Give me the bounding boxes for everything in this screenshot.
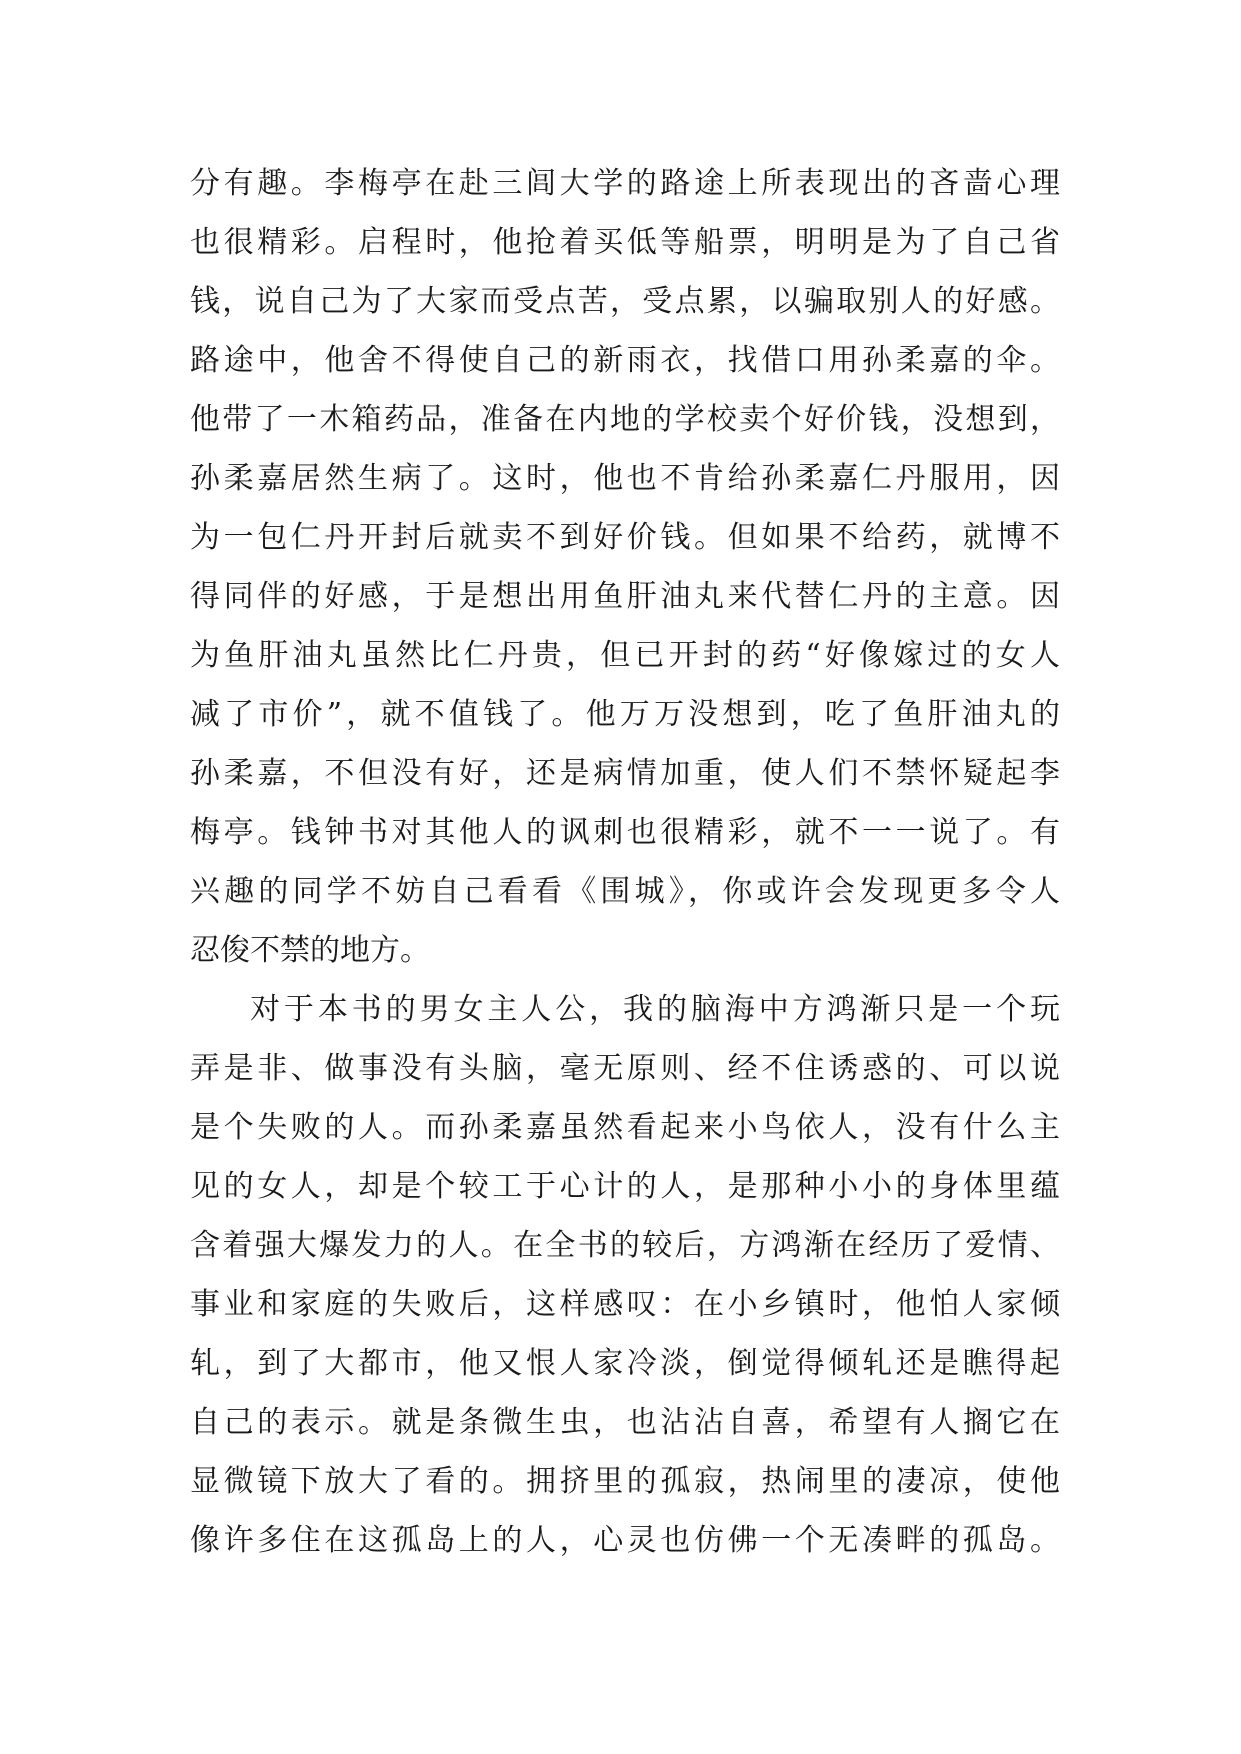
text-line: 孙柔嘉，不但没有好，还是病情加重，使人们不禁怀疑起李 (190, 756, 1060, 791)
text-line: 减了市价”，就不值钱了。他万万没想到，吃了鱼肝油丸的 (190, 697, 1060, 732)
text-line: 钱，说自己为了大家而受点苦，受点累，以骗取别人的好感。 (190, 284, 1060, 319)
text-line: 梅亭。钱钟书对其他人的讽刺也很精彩，就不一一说了。有 (190, 815, 1060, 850)
text-line: 自己的表示。就是条微生虫，也沾沾自喜，希望有人搁它在 (190, 1405, 1060, 1440)
text-line: 是个失败的人。而孙柔嘉虽然看起来小鸟依人，没有什么主 (190, 1110, 1060, 1145)
text-line: 也很精彩。启程时，他抢着买低等船票，明明是为了自己省 (190, 225, 1060, 260)
text-line: 忍俊不禁的地方。 (190, 933, 430, 968)
text-line: 路途中，他舍不得使自己的新雨衣，找借口用孙柔嘉的伞。 (190, 343, 1060, 378)
text-line: 事业和家庭的失败后，这样感叹：在小乡镇时，他怕人家倾 (190, 1287, 1060, 1322)
text-line: 得同伴的好感，于是想出用鱼肝油丸来代替仁丹的主意。因 (190, 579, 1060, 614)
text-line: 孙柔嘉居然生病了。这时，他也不肯给孙柔嘉仁丹服用，因 (190, 461, 1060, 496)
text-line: 为一包仁丹开封后就卖不到好价钱。但如果不给药，就博不 (190, 520, 1060, 555)
text-line: 分有趣。李梅亭在赴三闾大学的路途上所表现出的吝啬心理 (190, 166, 1060, 201)
paragraph-first-line: 对于本书的男女主人公，我的脑海中方鸿渐只是一个玩 (250, 992, 1060, 1027)
text-line: 像许多住在这孤岛上的人，心灵也仿佛一个无凑畔的孤岛。 (190, 1523, 1060, 1558)
text-line: 含着强大爆发力的人。在全书的较后，方鸿渐在经历了爱情、 (190, 1228, 1060, 1263)
text-line: 兴趣的同学不妨自己看看《围城》，你或许会发现更多令人 (190, 874, 1060, 909)
text-line: 见的女人，却是个较工于心计的人，是那种小小的身体里蕴 (190, 1169, 1060, 1204)
text-line: 显微镜下放大了看的。拥挤里的孤寂，热闹里的凄凉，使他 (190, 1464, 1060, 1499)
text-line: 弄是非、做事没有头脑，毫无原则、经不住诱惑的、可以说 (190, 1051, 1060, 1086)
body-text (190, 154, 1070, 1570)
text-line: 轧，到了大都市，他又恨人家冷淡，倒觉得倾轧还是瞧得起 (190, 1346, 1060, 1381)
text-line: 为鱼肝油丸虽然比仁丹贵，但已开封的药“好像嫁过的女人 (190, 638, 1060, 673)
text-line: 他带了一木箱药品，准备在内地的学校卖个好价钱，没想到， (190, 402, 1060, 437)
